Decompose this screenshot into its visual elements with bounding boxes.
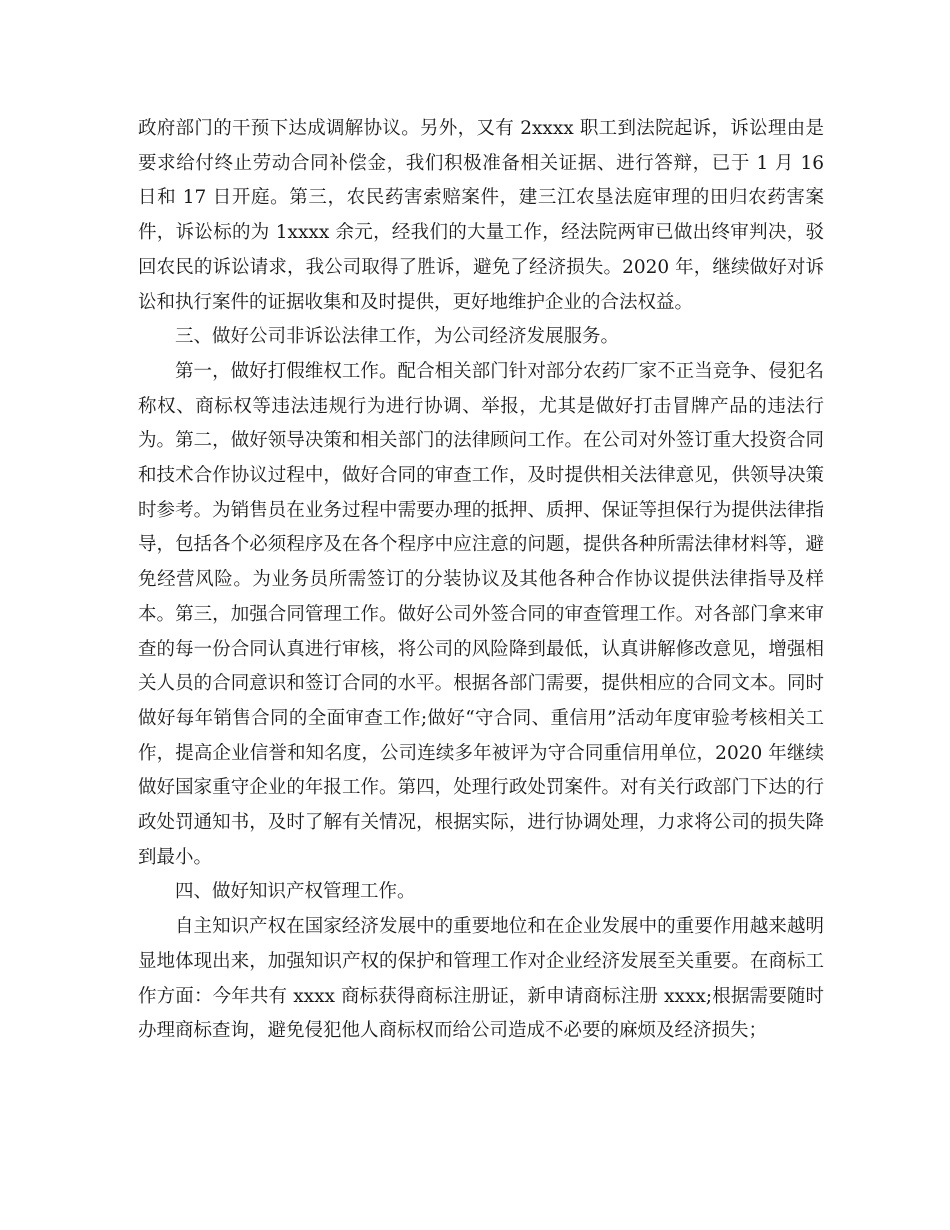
paragraph-non-litigation-details: 第一，做好打假维权工作。配合相关部门针对部分农药厂家不正当竞争、侵犯名称权、商标权等违法违规行为进行协调、举报，尤其是做好打击冒牌产品的违法行为。第二，做好领导决策和相关部门的法律顾问工作。在公司对外签订重大投资合同和技术合作协议过程中，做好合同的审查工作，及时提供相关法律意见，供领导决策时参考。为销售员在业务过程中需要办理的抵押、质押、保证等担保行为提供法律指导，包括各个必须程序及在各个程序中应注意的问题，提供各种所需法律材料等，避免经营风险。为业务员所需签订的分装协议及其他各种合作协议提供法律指导及样本。第三，加强合同管理工作。做好公司外签合同的审查管理工作。对各部门拿来审查的每一份合同认真进行审核，将公司的风险降到最低，认真讲解修改意见，增强相关人员的合同意识和签订合同的水平。根据各部门需要，提供相应的合同文本。同时做好每年销售合同的全面审查工作;做好“守合同、重信用”活动年度审验考核相关工作，提高企业信誉和知名度，公司连续多年被评为守合同重信用单位，2020 年继续做好国家重守企业的年报工作。第四，处理行政处罚案件。对有关行政部门下达的行政处罚通知书，及时了解有关情况，根据实际，进行协调处理，力求将公司的损失降到最小。	[138, 360, 824, 868]
heading-intellectual-property: 四、做好知识产权管理工作。	[175, 881, 416, 903]
paragraph-intellectual-property: 自主知识产权在国家经济发展中的重要地位和在企业发展中的重要作用越来越明显地体现出来，加强知识产权的保护和管理工作对企业经济发展至关重要。在商标工作方面：今年共有 xxxx 商标获得商标注册证，新申请商标注册 xxxx;根据需要随时办理商标查询，避免侵犯他人商标权而给公司造成不必要的麻烦及经济损失；	[138, 916, 824, 1042]
document-page	[138, 112, 824, 1049]
paragraph-litigation-cases: 政府部门的干预下达成调解协议。另外，又有 2xxxx 职工到法院起诉，诉讼理由是要求给付终止劳动合同补偿金，我们积极准备相关证据、进行答辩，已于 1 月 16 日和 17 日开庭。第三，农民药害索赔案件，建三江农垦法庭审理的田归农药害案件，诉讼标的为 1xxxx 余元，经我们的大量工作，经法院两审已做出终审判决，驳回农民的诉讼请求，我公司取得了胜诉，避免了经济损失。2020 年，继续做好对诉讼和执行案件的证据收集和及时提供，更好地维护企业的合法权益。	[138, 118, 824, 313]
heading-non-litigation-work: 三、做好公司非诉讼法律工作，为公司经济发展服务。	[175, 326, 620, 348]
